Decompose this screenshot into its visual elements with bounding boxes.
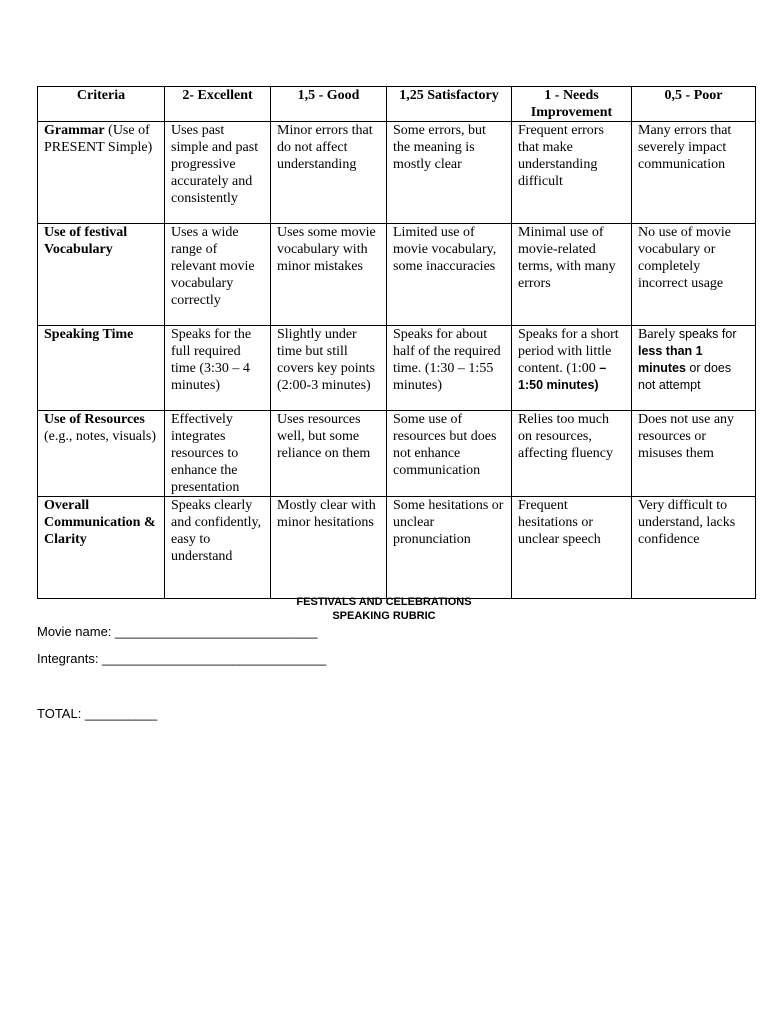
poor-text-end: or does not attempt <box>638 361 732 392</box>
satisfactory-cell: Speaks for about half of the required time. (1:30 – 1:55 minutes) <box>387 326 512 411</box>
criterion-name: Use of festival Vocabulary <box>44 225 128 257</box>
criterion-cell <box>38 326 165 411</box>
excellent-cell: Speaks clearly and confidently, easy to understand <box>165 497 271 599</box>
movie-name-field: Movie name: ____________________________ <box>37 624 318 639</box>
header-row <box>38 87 756 122</box>
table-row <box>38 224 756 326</box>
poor-text-sans: speaks for <box>678 327 737 341</box>
satisfactory-cell: Some errors, but the meaning is mostly clear <box>387 122 512 224</box>
table-row <box>38 326 756 411</box>
header-excellent: 2- Excellent <box>165 87 271 122</box>
needs-text: Speaks for a short period with little content. (1:00 <box>518 327 619 376</box>
rubric-subtitle: SPEAKING RUBRIC <box>332 610 436 622</box>
header-criteria: Criteria <box>38 87 165 122</box>
satisfactory-cell: Limited use of movie vocabulary, some inaccuracies <box>387 224 512 326</box>
table-row <box>38 497 756 599</box>
poor-cell: Does not use any resources or misuses them <box>632 411 756 497</box>
good-cell: Mostly clear with minor hesitations <box>271 497 387 599</box>
needs-improvement-cell: Minimal use of movie-related terms, with many errors <box>512 224 632 326</box>
table-row <box>38 122 756 224</box>
needs-improvement-cell: Frequent errors that make understanding difficult <box>512 122 632 224</box>
poor-cell: No use of movie vocabulary or completely incorrect usage <box>632 224 756 326</box>
table-row <box>38 411 756 497</box>
header-satisfactory: 1,25 Satisfactory <box>387 87 512 122</box>
criterion-cell <box>38 497 165 599</box>
criterion-name: Overall Communication & Clarity <box>44 498 156 547</box>
header-poor: 0,5 - Poor <box>632 87 756 122</box>
needs-improvement-cell <box>512 326 632 411</box>
rubric-table <box>37 86 756 599</box>
good-cell: Uses resources well, but some reliance on them <box>271 411 387 497</box>
header-good: 1,5 - Good <box>271 87 387 122</box>
good-cell: Uses some movie vocabulary with minor mistakes <box>271 224 387 326</box>
total-field: TOTAL: __________ <box>37 706 158 721</box>
needs-improvement-cell: Frequent hesitations or unclear speech <box>512 497 632 599</box>
integrants-field: Integrants: _______________________________ <box>37 651 327 666</box>
needs-time-range: – 1:50 minutes) <box>518 361 607 392</box>
satisfactory-cell: Some use of resources but does not enhance communication <box>387 411 512 497</box>
excellent-cell: Effectively integrates resources to enhance the presentation <box>165 411 271 497</box>
excellent-cell: Uses a wide range of relevant movie vocabulary correctly <box>165 224 271 326</box>
poor-time-range: less than 1 minutes <box>638 344 703 375</box>
poor-text: Barely <box>638 327 679 342</box>
criterion-name: Grammar <box>44 123 105 138</box>
needs-improvement-cell: Relies too much on resources, affecting fluency <box>512 411 632 497</box>
poor-cell <box>632 326 756 411</box>
good-cell: Slightly under time but still covers key points (2:00-3 minutes) <box>271 326 387 411</box>
criterion-cell <box>38 122 165 224</box>
excellent-cell: Uses past simple and past progressive accurately and consistently <box>165 122 271 224</box>
satisfactory-cell: Some hesitations or unclear pronunciation <box>387 497 512 599</box>
criterion-name: Speaking Time <box>44 327 134 342</box>
criterion-detail: (Use of PRESENT Simple) <box>44 123 153 155</box>
rubric-title: FESTIVALS AND CELEBRATIONS <box>296 596 472 608</box>
criterion-cell <box>38 411 165 497</box>
criterion-cell <box>38 224 165 326</box>
poor-cell: Many errors that severely impact communication <box>632 122 756 224</box>
excellent-cell: Speaks for the full required time (3:30 – 4 minutes) <box>165 326 271 411</box>
criterion-detail: (e.g., notes, visuals) <box>44 429 156 444</box>
header-needs-improvement: 1 - Needs Improvement <box>512 87 632 122</box>
criterion-name: Use of Resources <box>44 412 145 427</box>
poor-cell: Very difficult to understand, lacks confidence <box>632 497 756 599</box>
good-cell: Minor errors that do not affect understanding <box>271 122 387 224</box>
